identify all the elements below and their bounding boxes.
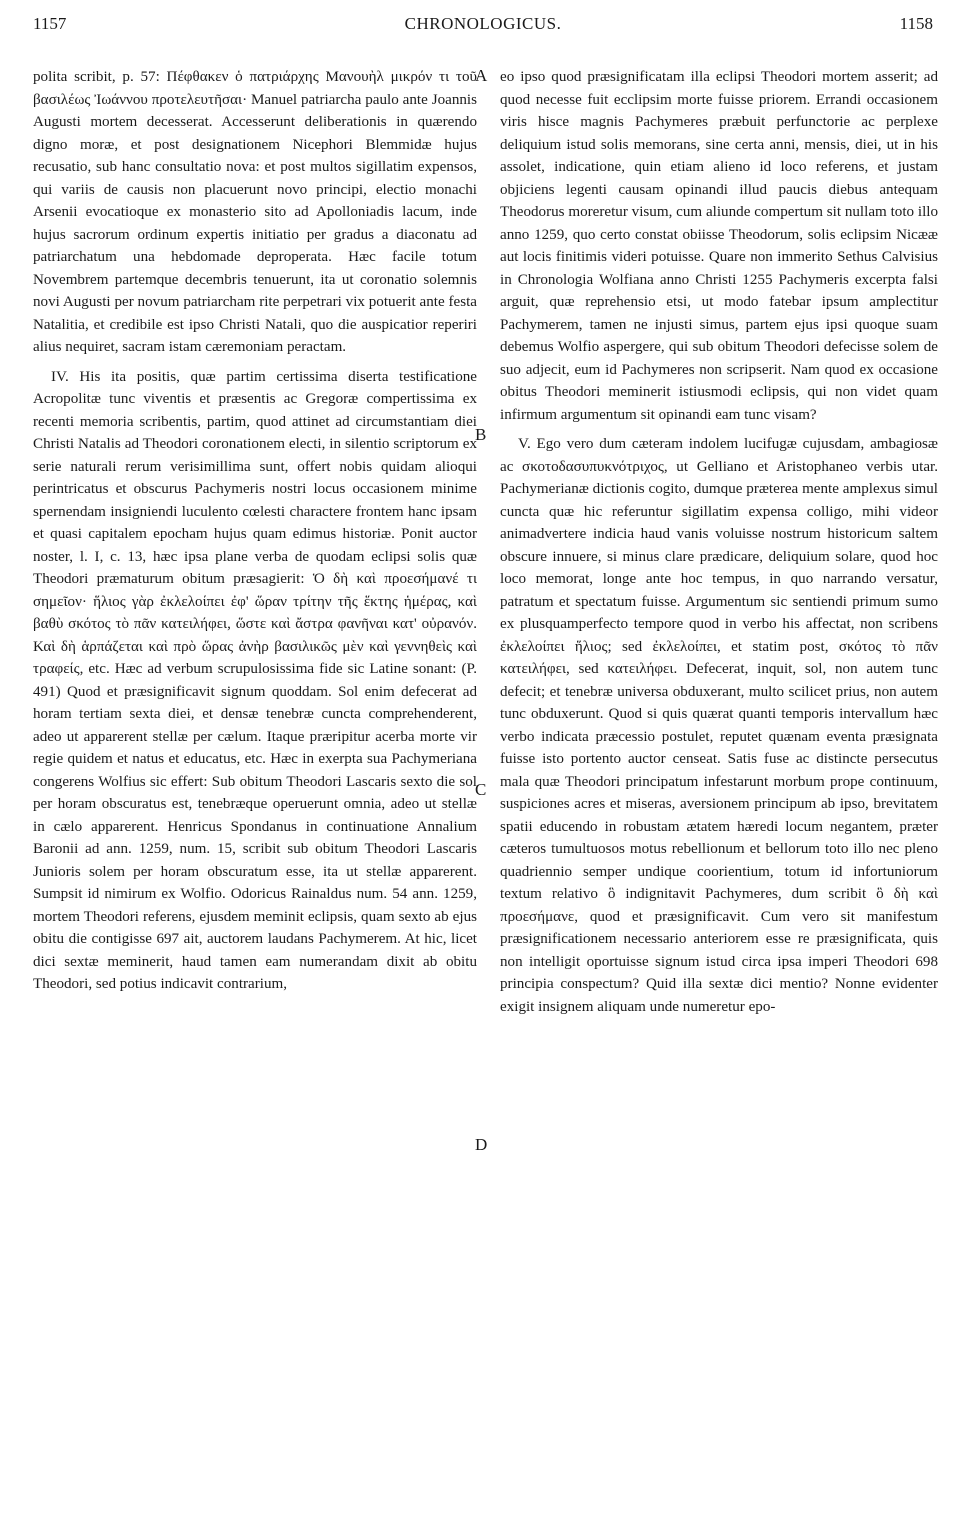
paragraph: IV. His ita positis, quæ partim certissima diserta testificatione Acropolitæ tunc viventis et præsentis ac Gregoræ compertissima ex recenti memoria scribentis, partim, quod attinet ad circumstantiam diei Christi Natalis ad Theodori coronationem electi, in silentio scriptorum ex serie naturali rerum verisimillima sunt, offert nobis quidam alioqui perintricatus et obscurus Pachymeris nostri locus occasionem minime spernendam insigniendi luculento cœlesti charactere frontem hanc ipsam et quasi capitalem epocham hujus quam edimus historiæ. Ponit auctor noster, l. I, c. 13, hæc ipsa plane verba de quodam eclipsi solis quæ Theodori præmaturum obitum præsagierit: Ὁ δὴ καὶ προεσήμανέ τι σημεῖον· ἥλιος γὰρ ἐκλελοίπει ἐφ' ὥραν τρίτην τῆς ἕκτης ἡμέρας, καὶ βαθὺ σκότος τὸ πᾶν κατειλήφει, ὥστε καὶ ἄστρα φανῆναι κατ' οὐρανόν. Καὶ δὴ ἁρπάζεται καὶ πρὸ ὥρας ἀνὴρ βασιλικῶς μὲν καὶ γεννηθεὶς καὶ τραφείς, etc. Hæc ad verbum scrupulosissima fide sic Latine sonant: (P. 491) Quod et præsignificavit signum quoddam. Sol enim defecerat ad horam tertiam sexta diei, et densæ tenebræ cuncta comprehenderent, adeo ut apparerent stellæ per cælum. Itaque præripitur acerba morte vir regie quidem et natus et educatus, etc. Hæc in exerpta sua Pachymeriana congerens Wolfius sic effert: Sub obitum Theodori Lascaris sexto die sol per horam obscuratus est, tenebræque operuerunt omnia, adeo ut stellæ in cælo apparerent. Henricus Spondanus in continuatione Annalium Baronii ad ann. 1259, num. 15, scribit sub obitum Theodori Lascaris Junioris solem per horam obscuratum esse, ita ut stellæ apparerent. Sumpsit id nimirum ex Wolfio. Odoricus Rainaldus num. 54 ann. 1259, mortem Theodori referens, ejusdem meminit eclipsis, quam sexto ab ejus obitu die contigisse 697 ait, auctorem laudans Pachymerem. At hic, licet dici sextæ meminerit, haud tamen eam numerandam dixit ab obitu Theodori, sed potius indicavit contrarium, xyxy=(33,368,477,992)
margin-letter-b: B xyxy=(475,425,487,444)
right-column xyxy=(500,66,938,1018)
page-header xyxy=(33,10,933,46)
margin-letter-c: C xyxy=(475,780,487,799)
running-title: CHRONOLOGICUS. xyxy=(404,14,562,33)
left-page-number: 1157 xyxy=(33,14,67,33)
paragraph: V. Ego vero dum cæteram indolem lucifugæ cujusdam, ambagiosæ ac σκοτοδασυπυκνότριχος, ut Gelliano et Aristophaneo verbis utar. Pachymerianæ dictionis cogito, dumque præterea mente amplexus simul cuncta quæ hic referuntur sigillatim expensa colligo, mihi videor animadvertere indicia haud vanis voluisse nostrum historicum saltem obscure innuere, si minus clare prædicare, deliquium solare, quod hoc loco memorat, longe ante hoc tempus, in quo narrando versatur, patratum et spectatum fuisse. Argumentum sic sentiendi primum sumo ex plusquamperfecto tempore quod in verbo his affectat, non scribens ἐκλελοίπει ἥλιος; sed ἐκλελοίπει, et statim post, σκότος τὸ πᾶν κατειλήφει, sed κατειλήφει. Defecerat, inquit, sol, non autem tunc defecit; et tenebræ universa obduxerant, multo scilicet prius, non autem tunc obduxerunt. Quod si quis quærat quanti temporis intervallum hæc verbo indicata præcessio postulet, reputet quænam eventa præsignata fuisse isto portento auctor censeat. Satis fuse ac distincte persecutus mala quæ Theodori principatum infestarunt morbum prope continuum, suspiciones acres et miseras, aversionem principum ab ipso, brevitatem spatii educendo in robustam ætatem hæredi locum negantem, præter cæteros tumultuosos motus rebellionum et bellorum toto illo nec pleno quadriennio semper undique coorientium, totum id infortuniorum textum relativo ὃ indignitavit Pachymeres, dum scribit ὃ δὴ καὶ προεσήμανε, quod et præsignificavit. Cum vero sit manifestum præsignificationem necessario anteriorem esse re præsignificata, quis non intelligit oportuisse signum istud circa ipsa imperi Theodori 698 principia conspectum? Quid illa sextæ dici mentio? Nonne evidenter exigit insignem aliquam unde numeretur epo- xyxy=(500,436,938,1015)
paragraph: eo ipso quod præsignificatam illa eclipsi Theodori mortem asserit; ad quod necesse fuit ecclipsim morte fuisse priorem. Errandi occasionem viris hisce magnis Pachymeres præbuit perfunctorie ac perplexe deliquium istud solis memorans, sine certa anni, mensis, diei, ut in his assolet, indicatione, quin etiam alieno id loco referens, et justam objiciens legenti causam opinandi illud paucis diebus antequam Theodorus moreretur visum, cum aliunde compertum sit nullam toto illo anno 1259, quo certo constat obiisse Theodorum, solis eclipsim Nicææ aut locis finitimis videri potuisse. Quare non immerito Sethus Calvisius in Chronologia Wolfiana anno Christi 1255 Pachymeris excerpta falsi arguit, quæ reprehensio etsi, ut modo fatebar ipsum amplectitur Pachymerem, tamen ne injusti simus, partem ejus ipsi quoque suam debemus Wolfio aspergere, qui sub obitum Theodori defecisse solem de suo adjecit, eum id Pachymeres non scripserit. Nam quod ex occasione obitus Theodori meminerit istiusmodi eclipsis, qui non videt quam infirmum argumentum sit opinandi eam tunc visam? xyxy=(500,69,938,423)
paragraph: polita scribit, p. 57: Πέφθακεν ὁ πατριάρχης Μανουὴλ μικρόν τι τοῦ βασιλέως Ἰωάννου προτελευτῆσαι· Manuel patriarcha paulo ante Joannis Augusti mortem decesserat. Accesserunt deliberationis in quærendo digno moræ, et post designationem Nicephori Blemmidæ hujus recusatio, sub hanc consultatio nova: et post multos sigillatim expensos, qui variis de causis non placuerunt novo principi, electio monachi Arsenii evocatioque ex monasterio sito ad Apolloniadis lacum, inde hujus sacrorum ordinum expertis initiatio per gradus a diaconatu ad patriarchatum una hebdomade deproperata. Hæc facile totum Novembrem partemque decembris tenuerunt, ita ut coronatio solemnis novi Augusti per novum patriarcham rite perpetrari vix potuerit ante festa Natalitia, et credibile est ipso Christi Natali, quo die auspicatior reperiri alius nequiret, sacram istam cæremoniam peractam. xyxy=(33,69,477,355)
left-column xyxy=(33,66,477,996)
margin-letter-d: D xyxy=(475,1135,488,1154)
margin-letter-a: A xyxy=(475,66,488,85)
right-page-number: 1158 xyxy=(899,14,933,33)
